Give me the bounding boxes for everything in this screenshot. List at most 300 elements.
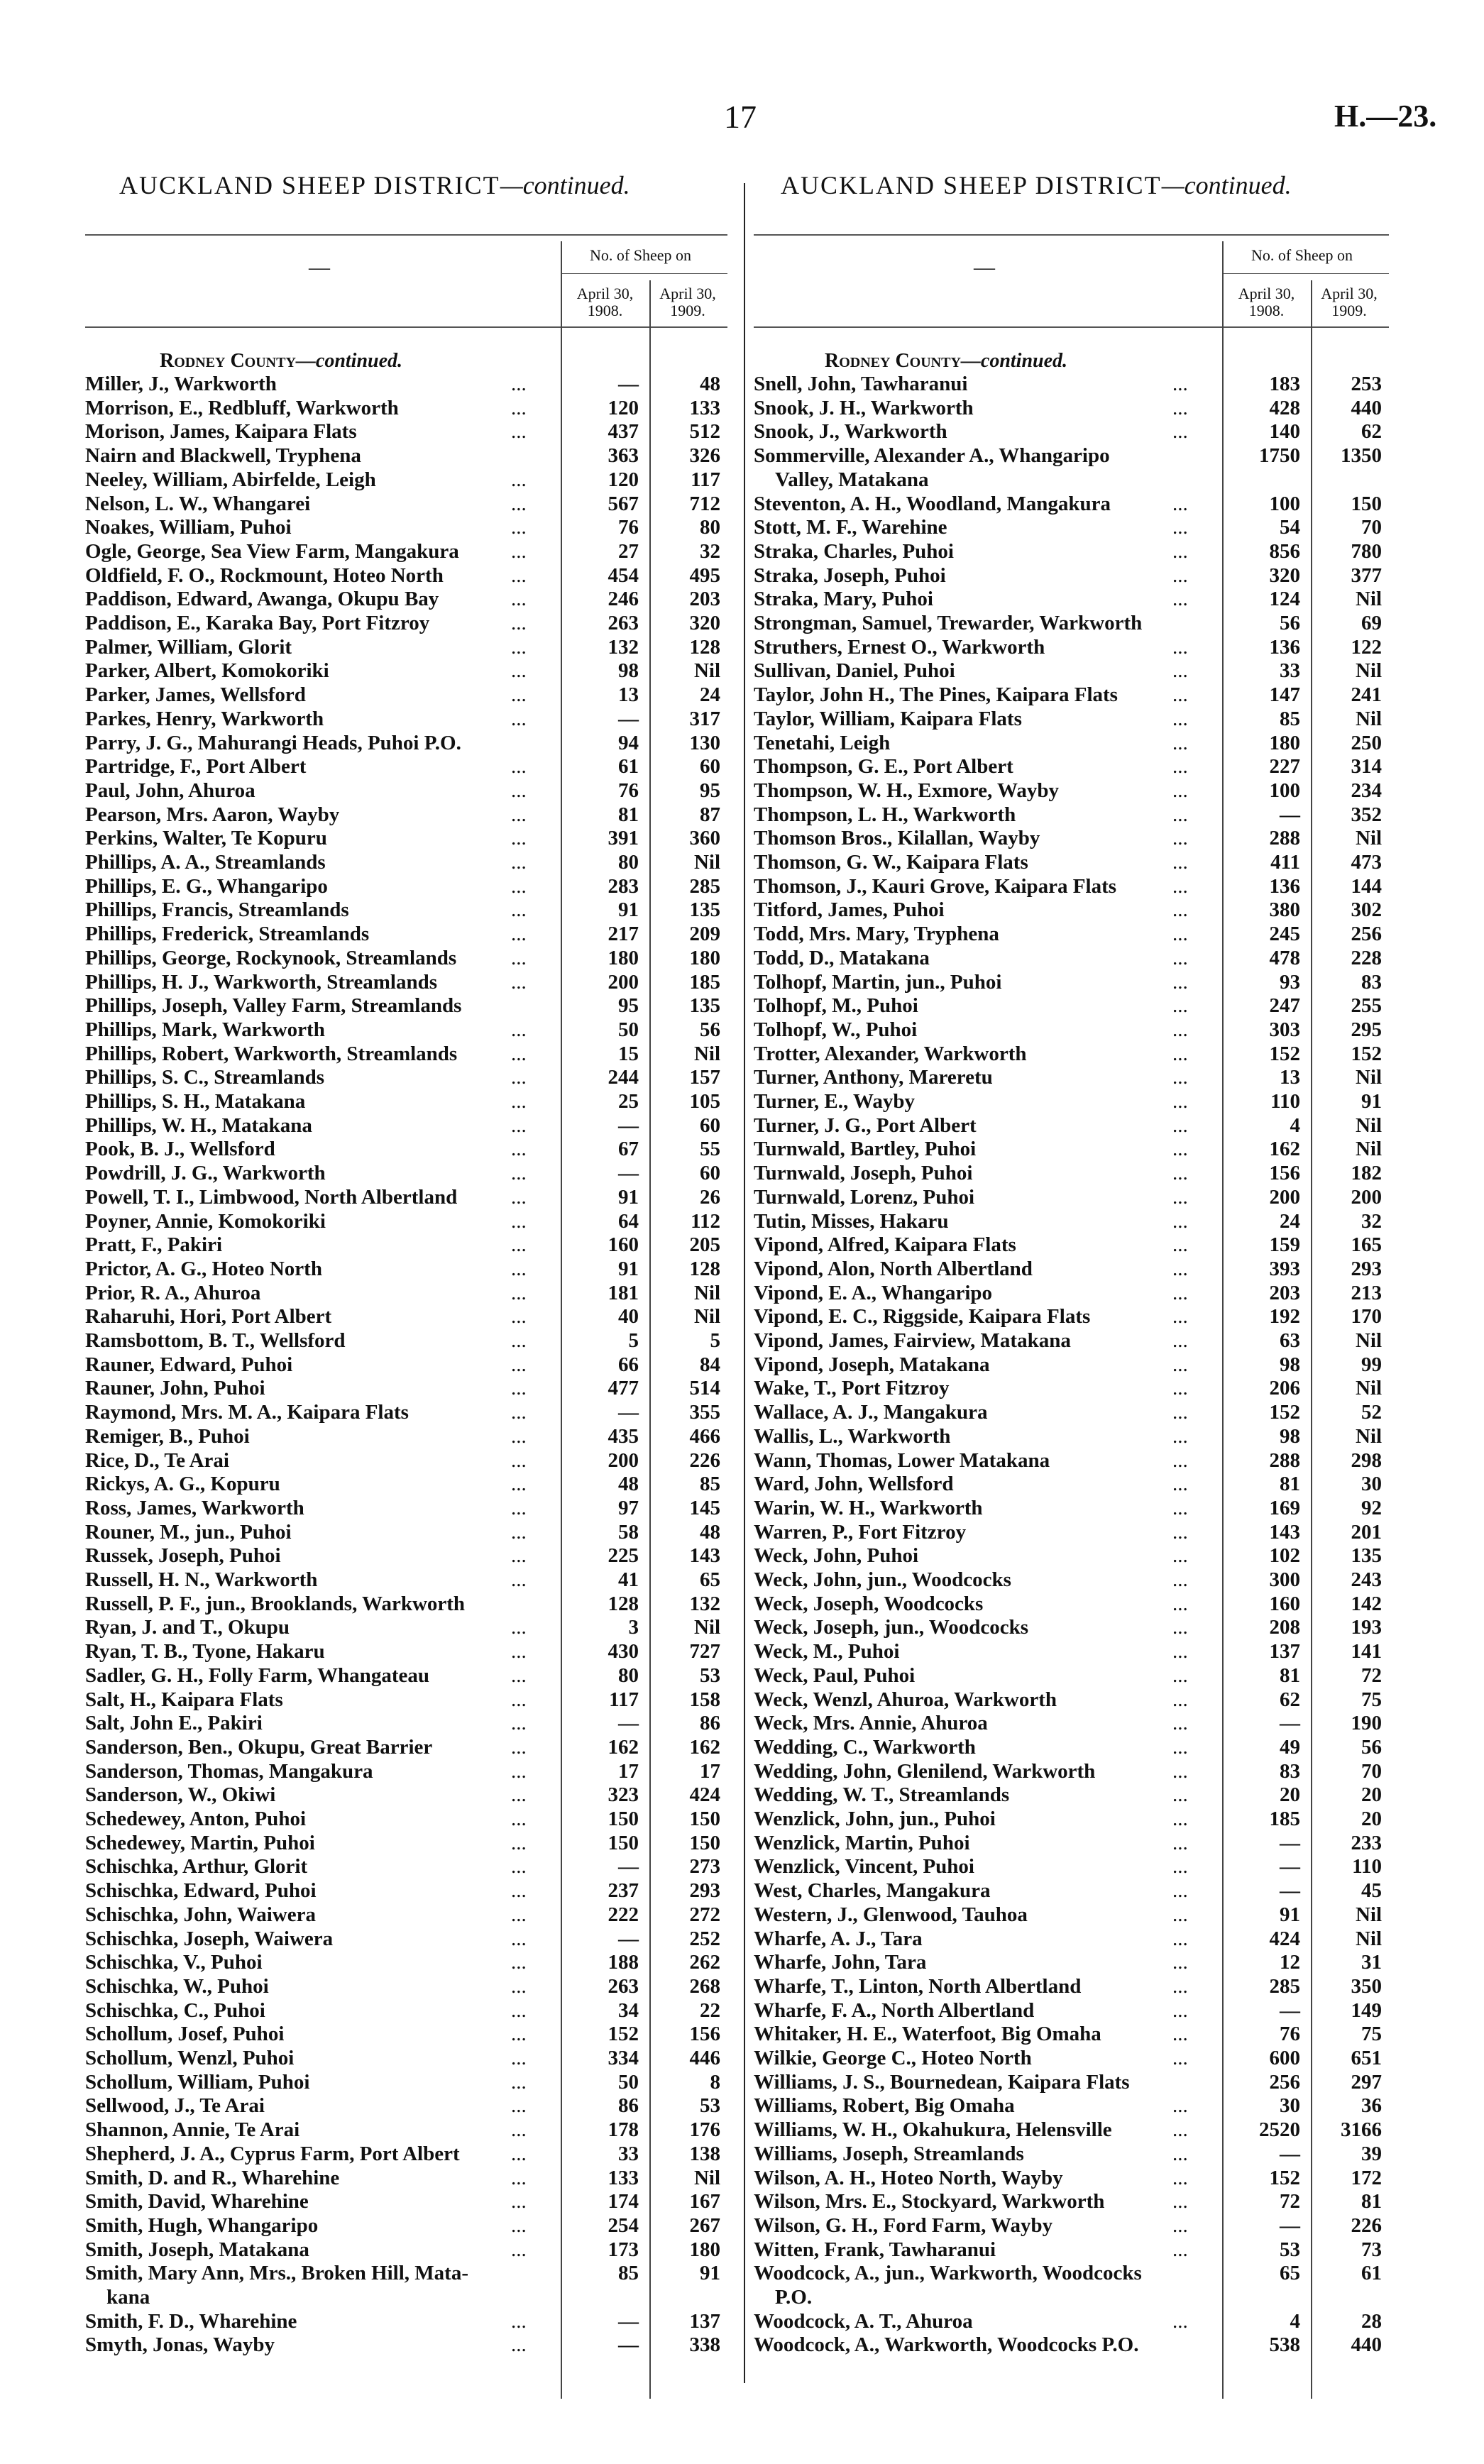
sheep-1909: 157 [689, 1066, 720, 1089]
sheep-1909: 495 [689, 563, 720, 587]
dot-leader: ... [511, 1759, 527, 1783]
sheep-1909: 132 [689, 1592, 720, 1615]
sheep-1908: 246 [608, 588, 639, 611]
column-group-header: No. of Sheep on [590, 246, 691, 264]
farmer-name: Salt, H., Kaipara Flats [85, 1688, 283, 1711]
sheep-1908: 66 [618, 1353, 639, 1376]
title-suffix: —continued. [500, 171, 630, 199]
sheep-1909: 105 [689, 1090, 720, 1113]
dot-leader: ... [511, 946, 527, 969]
header-top-rule [754, 234, 1389, 236]
farmer-name: Snook, J., Warkworth [754, 420, 947, 444]
sheep-1908: 67 [618, 1138, 639, 1161]
farmer-name: Vipond, Joseph, Matakana [754, 1353, 990, 1376]
sheep-1908: 567 [608, 492, 639, 515]
farmer-name: Snell, John, Tawharanui [754, 373, 968, 395]
farmer-name: Turnwald, Lorenz, Puhoi [754, 1185, 975, 1209]
sheep-1909: 293 [689, 1879, 720, 1903]
farmer-name: Williams, Joseph, Streamlands [754, 2142, 1024, 2165]
dot-leader: ... [511, 1496, 527, 1519]
farmer-name: Wharfe, T., Linton, North Albertland [754, 1974, 1082, 1998]
farmer-name: Smith, D. and R., Wharehine [85, 2166, 340, 2189]
sheep-1909: 262 [689, 1951, 720, 1974]
sheep-1909: 228 [1351, 946, 1382, 969]
left-sheep-table [85, 220, 724, 2392]
sheep-1908: 380 [1269, 898, 1300, 922]
sheep-1909: 133 [689, 396, 720, 419]
farmer-name: Weck, Joseph, Woodcocks [754, 1592, 984, 1615]
sheep-1909: 350 [1351, 1974, 1382, 1998]
dot-leader: ... [1172, 803, 1188, 826]
dot-leader: ... [511, 420, 527, 444]
farmer-name: Schischka, Joseph, Waiwera [85, 1927, 334, 1950]
sheep-1909: 473 [1351, 851, 1382, 874]
sheep-1908: 33 [1280, 659, 1300, 683]
sheep-1908: 40 [618, 1305, 639, 1329]
sheep-1908: 100 [1269, 492, 1300, 515]
dot-leader: ... [1172, 1759, 1188, 1783]
sheep-1908: 150 [608, 1831, 639, 1854]
document-reference: H.—23. [1334, 99, 1437, 133]
dot-leader: ... [1172, 1735, 1188, 1759]
farmer-name: Tutin, Misses, Hakaru [754, 1209, 949, 1233]
sheep-1908: 288 [1269, 1448, 1300, 1472]
dot-leader: ... [511, 1473, 527, 1496]
right-sheep-table [754, 220, 1392, 2392]
sheep-1908: — [618, 707, 639, 730]
sheep-1909: 84 [700, 1353, 720, 1376]
dot-leader: ... [511, 1281, 527, 1304]
farmer-name: Weck, John, jun., Woodcocks [754, 1568, 1011, 1591]
dot-leader: ... [511, 2142, 527, 2165]
dot-leader: ... [1172, 755, 1188, 779]
dot-leader: ... [1172, 923, 1188, 946]
dot-leader: ... [1172, 1042, 1188, 1065]
farmer-name: Schollum, Josef, Puhoi [85, 2023, 285, 2046]
farmer-name: Rickys, A. G., Kopuru [85, 1473, 280, 1496]
dot-leader: ... [1172, 1257, 1188, 1280]
dot-leader: ... [1172, 492, 1188, 515]
farmer-name: Whitaker, H. E., Waterfoot, Big Omaha [754, 2023, 1101, 2046]
sheep-1909: 512 [689, 420, 720, 444]
farmer-name: Shepherd, J. A., Cyprus Farm, Port Albert [85, 2142, 460, 2165]
farmer-name: Weck, M., Puhoi [754, 1640, 900, 1663]
sheep-1909: 86 [700, 1712, 720, 1735]
sheep-1908: 133 [608, 2166, 639, 2189]
dot-leader: ... [1172, 1138, 1188, 1161]
farmer-name: Schischka, Edward, Puhoi [85, 1879, 317, 1903]
sheep-1908: 245 [1269, 923, 1300, 946]
farmer-name: Williams, Robert, Big Omaha [754, 2094, 1015, 2118]
sheep-1909: 201 [1351, 1520, 1382, 1544]
sheep-1909: 152 [1351, 1042, 1382, 1065]
dot-leader: ... [511, 1138, 527, 1161]
sheep-1908: 65 [1280, 2262, 1300, 2285]
farmer-name: Powell, T. I., Limbwood, North Albertland [85, 1185, 458, 1209]
farmer-name: Schischka, V., Puhoi [85, 1951, 263, 1974]
dot-leader: ... [511, 492, 527, 515]
farmer-name: Trotter, Alexander, Warkworth [754, 1042, 1027, 1065]
sheep-1908: — [1280, 1879, 1300, 1903]
dot-leader: ... [1172, 994, 1188, 1018]
sheep-1909: 1350 [1341, 444, 1382, 468]
sheep-1909: 243 [1351, 1568, 1382, 1591]
farmer-name: Parry, J. G., Mahurangi Heads, Puhoi P.O. [85, 731, 461, 754]
sheep-1908: 263 [608, 1974, 639, 1998]
sheep-1909: 72 [1361, 1663, 1382, 1687]
sheep-1909: 24 [700, 683, 720, 707]
sheep-1908: 63 [1280, 1329, 1300, 1352]
sheep-1909: 137 [689, 2309, 720, 2333]
sheep-1909: 39 [1361, 2142, 1382, 2165]
sheep-1908: 477 [608, 1377, 639, 1400]
dot-leader: ... [511, 755, 527, 779]
sheep-1909: Nil [693, 659, 720, 683]
farmer-name: Wenzlick, Vincent, Puhoi [754, 1855, 974, 1879]
farmer-name: Tolhopf, M., Puhoi [754, 994, 918, 1018]
sheep-1909: 314 [1351, 755, 1382, 779]
dot-leader: ... [511, 1831, 527, 1854]
farmer-name: Warren, P., Fort Fitzroy [754, 1520, 967, 1544]
sheep-1909: 255 [1351, 994, 1382, 1018]
dot-leader: ... [1172, 2238, 1188, 2261]
sheep-1908: 225 [608, 1544, 639, 1568]
dot-leader: ... [511, 1185, 527, 1209]
sheep-1909: 70 [1361, 516, 1382, 539]
sheep-1909: 128 [689, 635, 720, 659]
dot-leader: ... [1172, 635, 1188, 659]
farmer-name: Thompson, L. H., Warkworth [754, 803, 1016, 826]
dot-leader: ... [511, 2047, 527, 2069]
sheep-1909: 193 [1351, 1616, 1382, 1639]
sheep-1908: 200 [608, 970, 639, 994]
dot-leader: ... [511, 1424, 527, 1448]
sheep-1909: 99 [1361, 1353, 1382, 1376]
dot-leader: ... [1172, 1951, 1188, 1974]
dot-leader: ... [511, 1066, 527, 1089]
sheep-1908: 188 [608, 1951, 639, 1974]
sheep-1908: 15 [618, 1042, 639, 1065]
dot-leader: ... [511, 827, 527, 850]
dot-leader: ... [511, 2333, 527, 2357]
dot-leader: ... [1172, 731, 1188, 754]
sheep-1909: 48 [700, 1520, 720, 1544]
sheep-1909: 176 [689, 2118, 720, 2142]
farmer-name: Titford, James, Puhoi [754, 898, 945, 922]
sheep-1909: 167 [689, 2190, 720, 2213]
farmer-name: Ross, James, Warkworth [85, 1496, 304, 1519]
sheep-1909: 250 [1351, 731, 1382, 754]
sheep-1908: — [618, 2333, 639, 2357]
sheep-1908: 97 [618, 1496, 639, 1519]
farmer-name: Oldfield, F. O., Rockmount, Hoteo North [85, 563, 444, 587]
sheep-1908: 128 [608, 1592, 639, 1615]
sheep-1909: 138 [689, 2142, 720, 2165]
sheep-1908: 217 [608, 923, 639, 946]
dot-leader: ... [1172, 563, 1188, 587]
sheep-1908: 160 [608, 1233, 639, 1257]
dot-leader: ... [511, 1520, 527, 1544]
sheep-1909: 17 [700, 1759, 720, 1783]
sheep-1909: Nil [693, 1616, 720, 1639]
dot-leader: ... [1172, 1448, 1188, 1472]
farmer-name: Stott, M. F., Warehine [754, 516, 947, 539]
sheep-1909: Nil [1355, 659, 1382, 683]
sheep-1909: 28 [1361, 2309, 1382, 2333]
sheep-1909: 144 [1351, 874, 1382, 898]
dot-leader: ... [1172, 1185, 1188, 1209]
farmer-name: kana [106, 2286, 150, 2309]
dot-leader: ... [511, 707, 527, 730]
dot-leader: ... [1172, 1855, 1188, 1879]
dot-leader: ... [1172, 1640, 1188, 1663]
farmer-name: Ryan, J. and T., Okupu [85, 1616, 290, 1639]
sheep-1908: 102 [1269, 1544, 1300, 1568]
dot-leader: ... [511, 612, 527, 634]
farmer-name: Wallis, L., Warkworth [754, 1424, 951, 1448]
farmer-name: Sellwood, J., Te Arai [85, 2094, 265, 2118]
dot-leader: ... [1172, 1496, 1188, 1519]
farmer-name: Todd, D., Matakana [754, 946, 930, 969]
farmer-name: Warin, W. H., Warkworth [754, 1496, 983, 1519]
header-dash: — [974, 255, 995, 279]
sheep-1908: 244 [608, 1066, 639, 1089]
sheep-1909: 180 [689, 946, 720, 969]
sheep-1908: 181 [608, 1281, 639, 1304]
farmer-name: Nelson, L. W., Whangarei [85, 492, 311, 515]
sheep-1908: — [618, 1113, 639, 1137]
sheep-1909: 69 [1361, 612, 1382, 634]
sheep-1908: — [1280, 2142, 1300, 2165]
sheep-1909: 61 [1361, 2262, 1382, 2285]
sheep-1909: 203 [689, 588, 720, 611]
dot-leader: ... [511, 373, 527, 395]
sheep-1909: 91 [1361, 1090, 1382, 1113]
sheep-1909: 226 [689, 1448, 720, 1472]
farmer-name: Schedewey, Anton, Puhoi [85, 1808, 306, 1830]
farmer-name: Wilkie, George C., Hoteo North [754, 2047, 1032, 2069]
sheep-1909: 80 [700, 516, 720, 539]
farmer-name: Wedding, C., Warkworth [754, 1735, 976, 1759]
sheep-1909: 53 [700, 1663, 720, 1687]
sheep-1909: Nil [1355, 1113, 1382, 1137]
sheep-1908: 303 [1269, 1018, 1300, 1041]
dot-leader: ... [1172, 707, 1188, 730]
farmer-name: Thomson, G. W., Kaipara Flats [754, 851, 1028, 874]
farmer-name: Taylor, John H., The Pines, Kaipara Flats [754, 683, 1118, 707]
sheep-1908: 143 [1269, 1520, 1300, 1544]
dot-leader: ... [511, 539, 527, 563]
sheep-1909: 36 [1361, 2094, 1382, 2118]
sheep-1908: 856 [1269, 539, 1300, 563]
farmer-name: Witten, Frank, Tawharanui [754, 2238, 996, 2261]
sheep-1908: 288 [1269, 827, 1300, 850]
dot-leader: ... [511, 1233, 527, 1257]
sheep-1909: 302 [1351, 898, 1382, 922]
sheep-1909: 298 [1351, 1448, 1382, 1472]
sheep-1908: 285 [1269, 1974, 1300, 1998]
sheep-1909: 360 [689, 827, 720, 850]
sheep-1908: — [618, 1712, 639, 1735]
sheep-1909: 143 [689, 1544, 720, 1568]
dot-leader: ... [1172, 1113, 1188, 1137]
farmer-name: Schedewey, Martin, Puhoi [85, 1831, 315, 1854]
sheep-1908: 200 [1269, 1185, 1300, 1209]
sheep-1908: 227 [1269, 755, 1300, 779]
farmer-name: Rauner, John, Puhoi [85, 1377, 265, 1400]
sheep-1909: 135 [689, 994, 720, 1018]
title-text: AUCKLAND SHEEP DISTRICT [781, 171, 1162, 199]
farmer-name: Phillips, W. H., Matakana [85, 1113, 312, 1137]
farmer-name: Schischka, C., Puhoi [85, 1998, 265, 2022]
dot-leader: ... [1172, 1520, 1188, 1544]
farmer-name: Williams, J. S., Bournedean, Kaipara Flats [754, 2070, 1130, 2094]
dot-leader: ... [1172, 827, 1188, 850]
farmer-name: Remiger, B., Puhoi [85, 1424, 250, 1448]
dot-leader: ... [1172, 1688, 1188, 1711]
dot-leader: ... [511, 803, 527, 826]
dot-leader: ... [1172, 1663, 1188, 1687]
farmer-name: Taylor, William, Kaipara Flats [754, 707, 1022, 730]
dot-leader: ... [511, 683, 527, 707]
sheep-1909: 377 [1351, 563, 1382, 587]
farmer-name: Vipond, Alfred, Kaipara Flats [754, 1233, 1016, 1257]
sheep-1908: 152 [1269, 1042, 1300, 1065]
dot-leader: ... [1172, 1401, 1188, 1424]
farmer-name: Wenzlick, Martin, Puhoi [754, 1831, 970, 1854]
farmer-name: Smyth, Jonas, Wayby [85, 2333, 275, 2357]
farmer-name: Todd, Mrs. Mary, Tryphena [754, 923, 999, 946]
farmer-name: Smith, David, Wharehine [85, 2190, 309, 2213]
sheep-1908: — [1280, 2213, 1300, 2237]
dot-leader: ... [1172, 2166, 1188, 2189]
sheep-1909: 150 [689, 1808, 720, 1830]
sheep-1908: 300 [1269, 1568, 1300, 1591]
dot-leader: ... [1172, 1831, 1188, 1854]
sheep-1909: 190 [1351, 1712, 1382, 1735]
farmer-name: Smith, Joseph, Matakana [85, 2238, 309, 2261]
sheep-1909: 158 [689, 1688, 720, 1711]
sheep-1909: 514 [689, 1377, 720, 1400]
sheep-1908: 323 [608, 1783, 639, 1807]
group-rule [561, 273, 727, 274]
county-heading [825, 350, 1067, 373]
sheep-1908: 24 [1280, 1209, 1300, 1233]
farmer-name: Wallace, A. J., Mangakura [754, 1401, 988, 1424]
sheep-1908: 180 [608, 946, 639, 969]
sheep-1909: 253 [1351, 373, 1382, 395]
sheep-1909: 440 [1351, 396, 1382, 419]
dot-leader: ... [1172, 1090, 1188, 1113]
dot-leader: ... [511, 874, 527, 898]
title-suffix: —continued. [1161, 171, 1292, 199]
sheep-1908: 200 [608, 1448, 639, 1472]
farmer-name: Phillips, Joseph, Valley Farm, Streamlands [85, 994, 462, 1018]
sheep-1908: 94 [618, 731, 639, 754]
dot-leader: ... [1172, 1473, 1188, 1496]
dot-leader: ... [511, 1783, 527, 1807]
sheep-1908: — [1280, 1712, 1300, 1735]
sheep-1909: 295 [1351, 1018, 1382, 1041]
sheep-1908: 600 [1269, 2047, 1300, 2069]
sheep-1908: 1750 [1259, 444, 1300, 468]
farmer-name: Sanderson, W., Okiwi [85, 1783, 276, 1807]
farmer-name: Thompson, W. H., Exmore, Wayby [754, 779, 1060, 802]
dot-leader: ... [1172, 779, 1188, 802]
sheep-1908: — [618, 2309, 639, 2333]
sheep-1909: 234 [1351, 779, 1382, 802]
dot-leader: ... [511, 898, 527, 922]
sheep-1908: 76 [1280, 2023, 1300, 2046]
farmer-name: Russek, Joseph, Puhoi [85, 1544, 281, 1568]
sheep-1908: 4 [1290, 2309, 1300, 2333]
sheep-1909: 45 [1361, 1879, 1382, 1903]
farmer-name: Morison, James, Kaipara Flats [85, 420, 357, 444]
farmer-name: Schollum, William, Puhoi [85, 2070, 310, 2094]
dot-leader: ... [1172, 1927, 1188, 1950]
dot-leader: ... [1172, 851, 1188, 874]
group-rule [1222, 273, 1389, 274]
sheep-1908: 192 [1269, 1305, 1300, 1329]
sheep-1908: 85 [1280, 707, 1300, 730]
sheep-1908: 83 [1280, 1759, 1300, 1783]
sheep-1909: 149 [1351, 1998, 1382, 2022]
sheep-1908: 50 [618, 2070, 639, 2094]
sheep-1909: 326 [689, 444, 720, 468]
sheep-1908: 254 [608, 2213, 639, 2237]
sheep-1909: 141 [1351, 1640, 1382, 1663]
farmer-name: Raymond, Mrs. M. A., Kaipara Flats [85, 1401, 409, 1424]
dot-leader: ... [1172, 1712, 1188, 1735]
sheep-1908: 120 [608, 396, 639, 419]
dot-leader: ... [511, 1113, 527, 1137]
sheep-1909: 293 [1351, 1257, 1382, 1280]
farmer-name: Phillips, George, Rockynook, Streamlands [85, 946, 457, 969]
farmer-name: Vipond, E. A., Whangaripo [754, 1281, 993, 1304]
sheep-1908: 256 [1269, 2070, 1300, 2094]
sheep-1909: 226 [1351, 2213, 1382, 2237]
column-divider [744, 183, 745, 2383]
farmer-name: Wharfe, F. A., North Albertland [754, 1998, 1035, 2022]
dot-leader: ... [511, 1903, 527, 1926]
farmer-name: Schollum, Wenzl, Puhoi [85, 2047, 295, 2069]
dot-leader: ... [1172, 2213, 1188, 2237]
sheep-1909: 209 [689, 923, 720, 946]
farmer-name: Wharfe, John, Tara [754, 1951, 927, 1974]
farmer-name: Ramsbottom, B. T., Wellsford [85, 1329, 346, 1352]
farmer-name: Thompson, G. E., Port Albert [754, 755, 1013, 779]
sheep-1908: 62 [1280, 1688, 1300, 1711]
farmer-name: Pratt, F., Pakiri [85, 1233, 223, 1257]
sheep-1908: 76 [618, 516, 639, 539]
sheep-1908: 203 [1269, 1281, 1300, 1304]
dot-leader: ... [1172, 2047, 1188, 2069]
sheep-1909: 60 [700, 1113, 720, 1137]
sheep-1909: 117 [691, 468, 720, 491]
farmer-name: Ward, John, Wellsford [754, 1473, 954, 1496]
sheep-1909: 172 [1351, 2166, 1382, 2189]
farmer-name: Woodcock, A., jun., Warkworth, Woodcocks [754, 2262, 1142, 2285]
sheep-1909: 31 [1361, 1951, 1382, 1974]
sheep-1909: 56 [700, 1018, 720, 1041]
sheep-1908: — [1280, 1831, 1300, 1854]
sheep-1909: 252 [689, 1927, 720, 1950]
dot-leader: ... [1172, 1998, 1188, 2022]
sheep-1909: 91 [700, 2262, 720, 2285]
sheep-1908: 20 [1280, 1783, 1300, 1807]
sheep-1908: 50 [618, 1018, 639, 1041]
sheep-1909: 355 [689, 1401, 720, 1424]
